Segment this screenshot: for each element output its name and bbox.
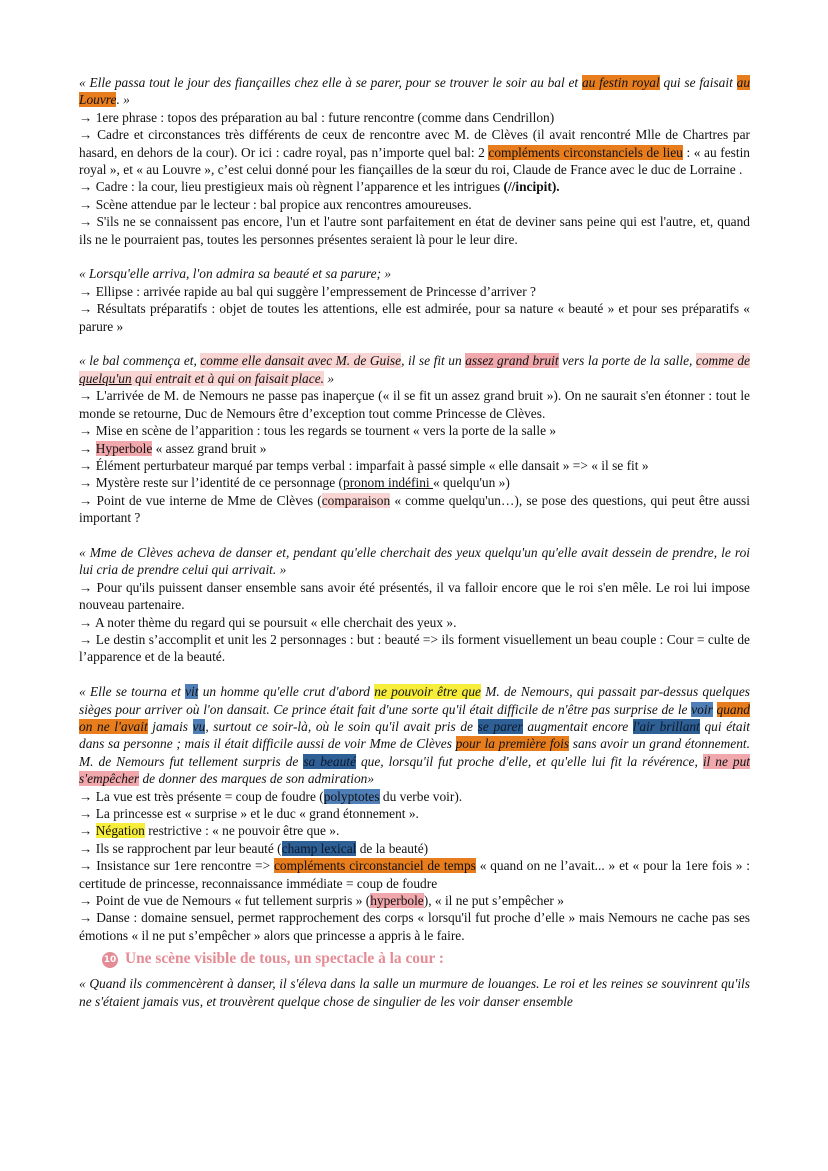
highlight-term: hyperbole <box>370 893 424 909</box>
analysis-line: → Élément perturbateur marqué par temps verbal : imparfait à passé simple « elle dansait » => « il se fit » <box>79 457 649 473</box>
quote-5: « Elle se tourna et vit un homme qu'elle crut d'abord ne pouvoir être que M. de Nemours, qui passait par-dessus quelques sièges pour arriver où l'on dansait. Ce prince était fait d'une sorte qu'il était difficile de n'être pas surprise de le voir quand on ne l'avait jamais vu, surtout ce soir-là, où le soin qu'il avait pris de se parer augmentait encore l'air brillant qui était dans sa personne ; mais il était difficile aussi de voir Mme de Clèves pour la première fois sans avoir un grand étonnement. M. de Nemours fut tellement surpris de sa beauté que, lorsqu'il fut proche d'elle, et qu'elle lui fit la révérence, il ne put s'empêcher de donner des marques de son admiration» <box>79 684 751 787</box>
quote-2: « Lorsqu'elle arriva, l'on admira sa beauté et sa parure; » <box>79 266 392 282</box>
analysis-line: → Danse : domaine sensuel, permet rapprochement des corps « lorsqu'il fut proche d’elle » mais Nemours ne cache pas ses émotions « il ne put s’empêcher » alors que princesse a appris à le faire. <box>79 910 750 943</box>
section-heading <box>79 946 750 972</box>
highlight-term: Négation <box>95 823 145 839</box>
quote-6: « Quand ils commencèrent à danser, il s'éleva dans la salle un murmure de louanges. Le roi et les reines se souvinrent qu'ils ne s'étaient jamais vus, et trouvèrent quelque chose de singulier de les voir danser ensemble <box>79 976 750 1009</box>
analysis-line: → Point de vue interne de Mme de Clèves (comparaison « comme quelqu'un…), se pose des questions, qui peut être aussi important ? <box>79 492 750 526</box>
analysis-line: → La vue est très présente = coup de foudre (polyptotes du verbe voir). <box>79 788 463 804</box>
highlight-term: champ lexical <box>281 840 357 856</box>
analysis-line: → A noter thème du regard qui se poursuit « elle cherchait des yeux ». <box>79 614 457 630</box>
highlight-hyperbole: assez grand bruit <box>465 353 559 369</box>
analysis-line: → Insistance sur 1ere rencontre => compléments circonstanciel de temps « quand on ne l’avait... » et « pour la 1ere fois » : certitude de princesse, reconnaissance immédiate = coup de foudre <box>79 858 750 891</box>
underlined-pronoun: quelqu'un <box>79 370 132 386</box>
analysis-line: → Mise en scène de l’apparition : tous les regards se tournent « vers la porte de la salle » <box>79 423 557 439</box>
highlight-lieu: au Louvre <box>79 75 751 108</box>
highlight-term: comparaison <box>321 492 391 508</box>
highlight-term: compléments circonstanciel de temps <box>273 858 476 874</box>
quote-4: « Mme de Clèves acheva de danser et, pendant qu'elle cherchait des yeux quelqu'un qu'elle avait dessein de prendre, le roi lui cria de prendre celui qui arrivait. » <box>79 544 750 578</box>
analysis-line: → La princesse est « surprise » et le duc « grand étonnement ». <box>79 806 419 821</box>
analysis-line: → Résultats préparatifs : objet de toutes les attentions, elle est admirée, pour sa nature « beauté » et pour ses préparatifs « parure » <box>79 301 750 334</box>
highlight-lieu: au festin royal <box>581 75 660 90</box>
heading-number-badge: 10 <box>102 952 118 968</box>
highlight-term: polyptotes <box>323 788 380 804</box>
analysis-line: → Cadre et circonstances très différents de ceux de rencontre avec M. de Clèves (il avait rencontré Mlle de Chartres par hasard, en dehors de la cour). Or ici : cadre royal, pas n’importe quel bal: 2 compléments circonstanciels de lieu : « au festin royal », et « au Louvre », c’est celui donné pour les fiançailles de la sœur du roi, Claude de France avec le duc de Lorraine . <box>79 127 750 178</box>
highlight-term: compléments circonstanciels de lieu <box>488 144 683 160</box>
quote-3: « le bal commença et, comme elle dansait avec M. de Guise, il se fit un assez grand bruit vers la porte de la salle, comme de quelqu'un qui entrait et à qui on faisait place. » <box>79 353 750 386</box>
analysis-line: → 1ere phrase : topos des préparation au bal : future rencontre (comme dans Cendrillon) <box>79 109 555 125</box>
analysis-line: → Point de vue de Nemours « fut tellement surpris » (hyperbole), « il ne put s’empêcher » <box>79 893 564 909</box>
analysis-line: → Scène attendue par le lecteur : bal propice aux rencontres amoureuses. <box>79 196 472 212</box>
analysis-line: → Pour qu'ils puissent danser ensemble sans avoir été présentés, il va falloir encore que le roi s'en mêle. Le roi lui impose nouveau partenaire. <box>79 579 750 613</box>
analysis-line: → Le destin s’accomplit et unit les 2 personnages : but : beauté => ils forment visuellement un beau couple : Cour = culte de l’apparence et de la beauté. <box>79 631 750 665</box>
analysis-line: → Ils se rapprochent par leur beauté (champ lexical de la beauté) <box>79 840 429 856</box>
analysis-line: → L'arrivée de M. de Nemours ne passe pas inaperçue (« il se fit un assez grand bruit »). On ne saurait s'en étonner : tout le monde se retourne, Duc de Nemours être d’exception tout comme Princesse de Clèves. <box>79 388 750 421</box>
analysis-line: → Hyperbole « assez grand bruit » <box>79 440 267 456</box>
analysis-line: → Négation restrictive : « ne pouvoir être que ». <box>79 823 340 839</box>
analysis-line: → Mystère reste sur l’identité de ce personnage (pronom indéfini « quelqu'un ») <box>79 475 510 491</box>
analysis-line: → Cadre : la cour, lieu prestigieux mais où règnent l’apparence et les intrigues (//incipit). <box>79 179 560 195</box>
quote-1: « Elle passa tout le jour des fiançailles chez elle à se parer, pour se trouver le soir au bal et au festin royal qui se faisait au Louvre. » <box>79 75 751 108</box>
heading-title: Une scène visible de tous, un spectacle à la cour : <box>125 950 445 968</box>
analysis-line: → Ellipse : arrivée rapide au bal qui suggère l’empressement de Princesse d’arriver ? <box>79 283 536 299</box>
highlight-term: Hyperbole <box>95 440 153 456</box>
analysis-line: → S'ils ne se connaissent pas encore, l'un et l'autre sont parfaitement en état de deviner sans peine qui est l'autre, et, quand ils ne le pourraient pas, toutes les personnes présentes seraient là pour le leur dire. <box>79 214 750 247</box>
